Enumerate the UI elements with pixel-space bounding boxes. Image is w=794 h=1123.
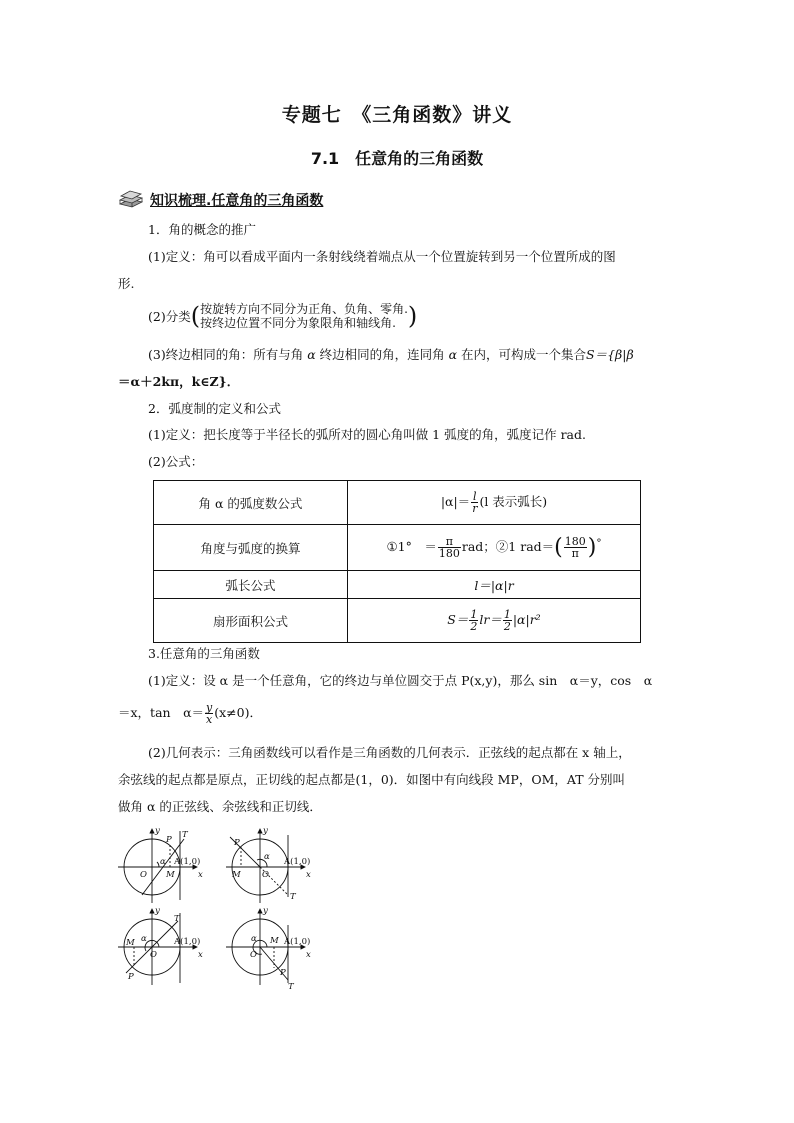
alpha-label: α xyxy=(141,934,147,944)
denominator: 2 xyxy=(503,620,511,633)
x-axis-label: x xyxy=(306,870,311,880)
books-icon xyxy=(118,188,144,212)
numerator: 180 xyxy=(564,535,586,548)
point-p-label: P xyxy=(234,838,240,848)
formula-part: lr＝ xyxy=(479,612,502,627)
origin-label: O xyxy=(150,950,157,960)
point-m-label: M xyxy=(270,936,279,946)
point-t-label: T xyxy=(182,830,188,840)
classification-label: (2)分类 xyxy=(148,309,191,324)
fraction xyxy=(469,609,478,632)
terminal-set-open: S＝{β|β xyxy=(586,347,634,362)
table-row xyxy=(154,481,641,525)
alpha-label: α xyxy=(160,857,166,867)
s3-geo-line1: (2)几何表示：三角函数线可以看作是三角函数的几何表示．正弦线的起点都在 x 轴上， xyxy=(148,745,631,760)
table-cell-formula xyxy=(348,525,641,571)
classification-item-2: 按终边位置不同分为象限角和轴线角. xyxy=(200,316,396,330)
point-m-label: M xyxy=(232,870,241,880)
terminal-text-3: 在内，可构成一个集合 xyxy=(461,347,587,362)
left-brace-icon: ( xyxy=(190,302,201,330)
y-axis-label: y xyxy=(263,906,268,916)
point-a-label: A(1,0) xyxy=(284,857,311,867)
formula-part: rad；②1 rad＝ xyxy=(461,539,555,554)
s2-def: (1)定义：把长度等于半径长的弧所对的圆心角叫做 1 弧度的角，弧度记作 rad. xyxy=(148,427,586,442)
s1-classification xyxy=(148,302,417,330)
point-a-label: A(1,0) xyxy=(174,937,201,947)
y-axis-label: y xyxy=(155,826,160,836)
table-cell-formula: l＝|α|r xyxy=(348,571,641,599)
numerator: 1 xyxy=(503,608,511,621)
denominator: 180 xyxy=(438,547,460,560)
section-title: 7.1 任意角的三角函数 xyxy=(310,149,484,168)
numerator: π xyxy=(438,536,461,548)
unit-circle-diagrams xyxy=(112,825,322,990)
point-a-label: A(1,0) xyxy=(284,937,311,947)
s3-def-line2 xyxy=(118,702,262,725)
s2-title: 2．弧度制的定义和公式 xyxy=(148,401,281,416)
formula-part: ①1° ＝ xyxy=(386,539,437,554)
s3-geo-line3: 做角 α 的正弦线、余弦线和正切线． xyxy=(118,799,322,814)
unit-circle-quadrant-4 xyxy=(226,909,305,985)
alpha-label: α xyxy=(264,852,270,862)
denominator: x xyxy=(206,713,213,726)
terminal-text-1: (3)终边相同的角：所有与角 xyxy=(148,347,304,362)
alpha-symbol-2: α xyxy=(444,347,462,362)
table-row xyxy=(154,525,641,571)
s1-terminal-line2: ＝α＋2kπ，k∈Z}． xyxy=(118,374,240,389)
formula-part: (l 表示弧长) xyxy=(479,494,548,509)
formula-part: S＝ xyxy=(447,612,469,627)
numerator: 1 xyxy=(470,608,478,621)
point-p-label: P xyxy=(128,972,134,982)
table-cell-label: 角度与弧度的换算 xyxy=(154,525,348,571)
alpha-symbol: α xyxy=(303,347,320,362)
radian-formula-table xyxy=(153,480,641,643)
x-axis-label: x xyxy=(198,950,203,960)
point-t-label: T xyxy=(290,892,296,902)
origin-label: O xyxy=(140,870,147,880)
right-paren-icon: ) xyxy=(587,535,597,560)
table-cell-formula xyxy=(348,481,641,525)
fraction xyxy=(205,702,213,725)
s1-title: 1．角的概念的推广 xyxy=(148,222,256,237)
y-axis-label: y xyxy=(263,826,268,836)
point-p-label: P xyxy=(166,835,172,845)
point-t-label: T xyxy=(288,982,294,990)
degree-sign: ° xyxy=(596,536,602,549)
fraction xyxy=(503,609,512,632)
right-paren-icon: ) xyxy=(407,302,418,330)
document-title: 专题七 《三角函数》讲义 xyxy=(281,104,513,126)
s2-formula-label: (2)公式： xyxy=(148,454,204,469)
table-row xyxy=(154,599,641,643)
formula-part: |α|＝ xyxy=(440,494,471,509)
table-row xyxy=(154,571,641,599)
table-cell-label: 角 α 的弧度数公式 xyxy=(154,481,348,525)
y-axis-label: y xyxy=(155,906,160,916)
table-cell-label: 弧长公式 xyxy=(154,571,348,599)
classification-list xyxy=(200,302,408,330)
left-paren-icon: ( xyxy=(554,535,563,560)
point-t-label: T xyxy=(174,914,180,924)
classification-item-1: 按旋转方向不同分为正角、负角、零角. xyxy=(200,302,408,316)
fraction xyxy=(438,536,461,559)
formula-part: |α|r² xyxy=(512,612,541,627)
s1-def-line2: 形. xyxy=(118,276,135,291)
numerator: l xyxy=(473,490,477,503)
s3-def-line1: (1)定义：设 α 是一个任意角，它的终边与单位圆交于点 P(x,y)，那么 sin α＝y，cos α xyxy=(148,673,653,688)
x-axis-label: x xyxy=(198,870,203,880)
fraction xyxy=(471,491,478,514)
denominator: π xyxy=(571,547,579,560)
trig-line-figures xyxy=(112,825,322,994)
table-cell-label: 扇形面积公式 xyxy=(154,599,348,643)
point-m-label: M xyxy=(126,938,135,948)
origin-label: O xyxy=(262,870,269,880)
alpha-label: α xyxy=(251,934,257,944)
formula-part: ＝x，tan α＝ xyxy=(118,705,205,720)
s1-terminal-line1 xyxy=(148,346,634,364)
numerator: y xyxy=(206,701,213,714)
terminal-text-2: 终边相同的角，连同角 xyxy=(319,347,445,362)
knowledge-heading-text: 知识梳理.任意角的三角函数 xyxy=(150,193,324,209)
point-p-label: P xyxy=(280,968,286,978)
denominator: 2 xyxy=(470,620,478,633)
s1-def-line1: (1)定义：角可以看成平面内一条射线绕着端点从一个位置旋转到另一个位置所成的图 xyxy=(148,249,616,264)
denominator: r xyxy=(472,502,478,515)
s3-geo-line2: 余弦线的起点都是原点，正切线的起点都是(1，0)．如图中有向线段 MP，OM，AT 分别叫 xyxy=(118,772,626,787)
fraction xyxy=(564,536,587,559)
formula-part: (x≠0)． xyxy=(214,705,262,720)
table-cell-formula xyxy=(348,599,641,643)
point-a-label: A(1,0) xyxy=(174,857,201,867)
knowledge-heading xyxy=(118,188,323,212)
origin-label: O xyxy=(250,950,257,960)
point-m-label: M xyxy=(166,870,175,880)
x-axis-label: x xyxy=(306,950,311,960)
s3-title: 3.任意角的三角函数 xyxy=(148,646,260,661)
